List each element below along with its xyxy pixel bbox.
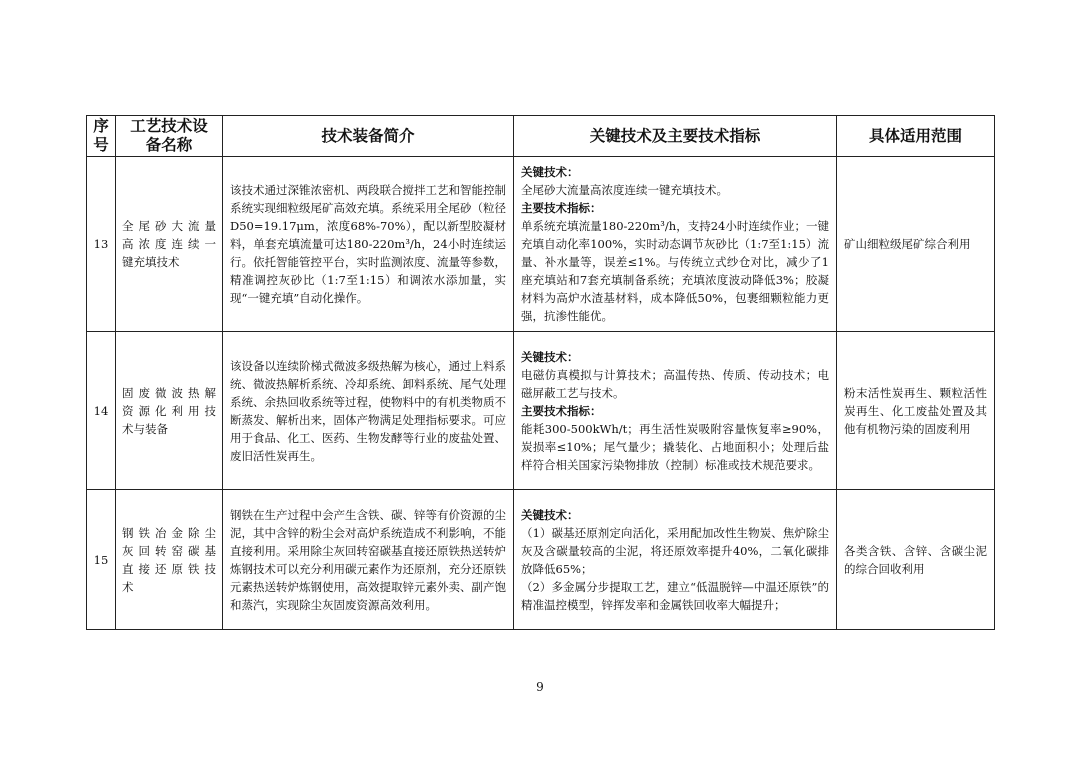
row-scope: 粉末活性炭再生、颗粒活性炭再生、化工废盐处置及其他有机物污染的固废利用 [837,332,995,490]
page-number: 9 [536,680,544,694]
row-index: 15 [87,490,116,630]
technology-table [86,115,995,630]
row-name: 钢铁冶金除尘 灰回转窑碳基 直接还原铁技 术 [116,490,223,630]
key-tech-heading: 关键技术： [521,349,579,364]
row-index: 14 [87,332,116,490]
table-row [87,157,995,332]
row-key-tech: 关键技术： 全尾砂大流量高浓度连续一键充填技术。 主要技术指标： 单系统充填流量180-220m³/h，支持24小时连续作业；一键充填自动化率100%，实时动态调节灰砂比（1:7至1:15）流量、补水量等，误差≤1%。与传统立式纱仓对比，减少了1座充填站和7套充填制备系统；充填浓度波动降低3%；胶凝材料为高炉水渣基材料，成本降低50%，包裹细颗粒能力更强，抗渗性能优。 [514,157,837,332]
header-index: 序 号 [87,116,116,157]
tech-index-heading: 主要技术指标： [521,403,602,418]
key-tech-heading: 关键技术： [521,507,579,522]
row-intro: 该设备以连续阶梯式微波多级热解为核心，通过上料系统、微波热解析系统、冷却系统、卸料系统、尾气处理系统、余热回收系统等过程，使物料中的有机类物质不断蒸发、解析出来，固体产物满足处理指标要求。可应用于食品、化工、医药、生物发酵等行业的废盐处置、废旧活性炭再生。 [223,332,514,490]
table-row [87,332,995,490]
row-intro: 钢铁在生产过程中会产生含铁、碳、锌等有价资源的尘泥，其中含锌的粉尘会对高炉系统造成不利影响，不能直接利用。采用除尘灰回转窑碳基直接还原铁热送转炉炼钢技术可以充分利用碳元素作为还原剂，充分还原铁元素热送转炉炼钢使用，高效提取锌元素外卖、副产饱和蒸汽，实现除尘灰固废资源高效利用。 [223,490,514,630]
tech-index-heading: 主要技术指标： [521,201,602,215]
row-key-tech: 关键技术： 电磁仿真模拟与计算技术；高温传热、传质、传动技术；电磁屏蔽工艺与技术。 主要技术指标： 能耗300-500kWh/t；再生活性炭吸附容量恢复率≥90%，炭损率≤10%；尾气量少；撬装化、占地面积小；处理后盐样符合相关国家污染物排放（控制）标准或技术规范要求。 [514,332,837,490]
header-intro: 技术装备简介 [223,116,514,157]
header-scope: 具体适用范围 [837,116,995,157]
row-scope: 矿山细粒级尾矿综合利用 [837,157,995,332]
row-index: 13 [87,157,116,332]
row-intro: 该技术通过深锥浓密机、两段联合搅拌工艺和智能控制系统实现细粒级尾矿高效充填。系统采用全尾砂（粒径D50=19.17μm，浓度68%-70%），配以新型胶凝材料，单套充填流量可达180-220m³/h，24小时连续运行。依托智能管控平台，实时监测浓度、流量等参数，精准调控灰砂比（1:7至1:15）和调浓水添加量，实现“一键充填”自动化操作。 [223,157,514,332]
row-scope: 各类含铁、含锌、含碳尘泥的综合回收利用 [837,490,995,630]
row-key-tech: 关键技术： （1）碳基还原剂定向活化，采用配加改性生物炭、焦炉除尘灰及含碳量较高的尘泥，将还原效率提升40%，二氧化碳排放降低65%； （2）多金属分步提取工艺，建立“低温脱锌—中温还原铁”的精准温控模型，锌挥发率和金属铁回收率大幅提升； [514,490,837,630]
table-row [87,490,995,630]
header-key-tech: 关键技术及主要技术指标 [514,116,837,157]
key-tech-heading: 关键技术： [521,165,579,179]
table-header-row [87,116,995,157]
row-name: 全尾砂大流量 高浓度连续一 键充填技术 [116,157,223,332]
row-name: 固废微波热解 资源化利用技 术与装备 [116,332,223,490]
header-name: 工艺技术设 备名称 [116,116,223,157]
